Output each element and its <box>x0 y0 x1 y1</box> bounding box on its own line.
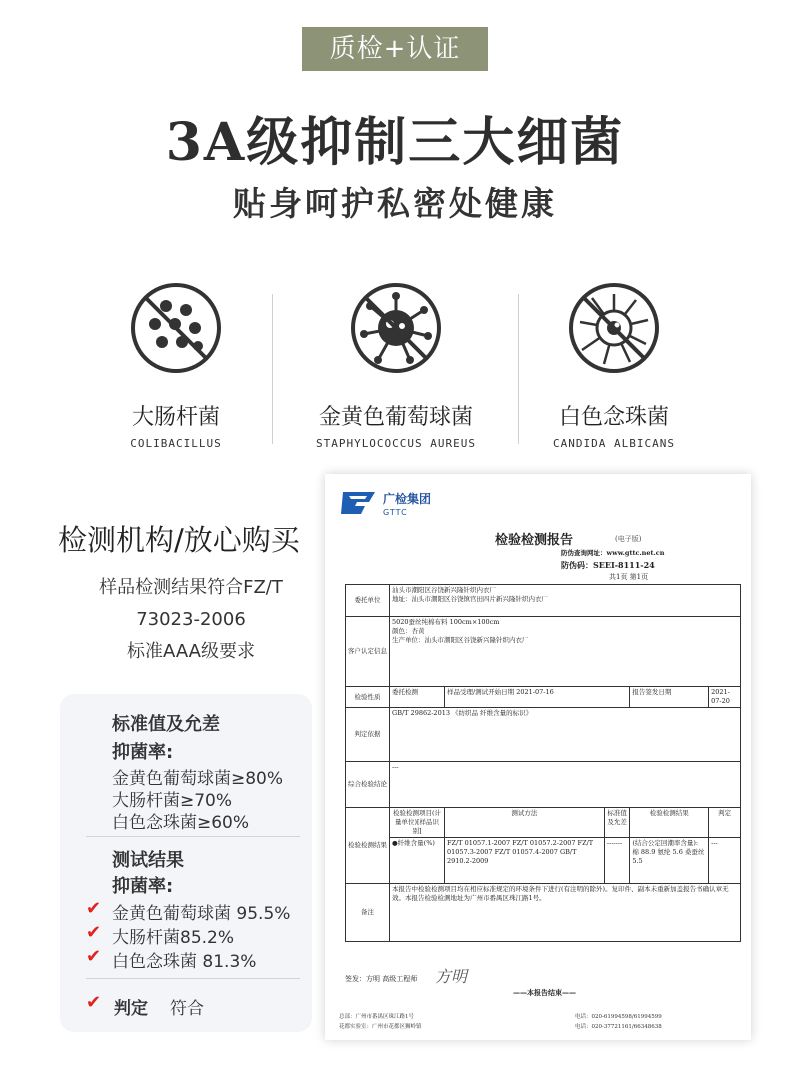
verdict-value: 符合 <box>170 999 204 1019</box>
divider <box>86 836 300 837</box>
cell-value: 2021-07-20 <box>709 687 741 708</box>
report-table <box>345 584 741 942</box>
cell-label: 判定依据 <box>346 708 390 762</box>
cell-label: 报告签发日期 <box>630 687 709 708</box>
cell-line: 生产单位：汕头市潮阳区谷饶新兴隆针织内衣厂 <box>392 636 529 644</box>
test-report <box>325 474 751 1040</box>
bacteria-name-en: CANDIDA ALBICANS <box>553 437 675 450</box>
standard-row: 金黄色葡萄球菌≥80% <box>112 769 284 789</box>
cell-line: 汕头市潮阳区谷饶新兴隆针织内衣厂 <box>392 586 496 594</box>
report-brand: 广检集团 <box>383 492 432 506</box>
sample-line: 标准AAA级要求 <box>127 641 255 662</box>
check-icon: ✔ <box>86 898 102 919</box>
check-icon: ✔ <box>86 946 102 967</box>
cell-client <box>390 585 741 617</box>
result-row: 大肠杆菌85.2% <box>112 928 235 948</box>
cell-line: 5020蚕丝纯棉布料 100cm×100cm <box>392 618 500 626</box>
gttc-logo-icon <box>339 490 379 516</box>
spiky-bacteria-icon <box>566 280 662 376</box>
cell-line: 颜色：杏黄 <box>392 627 425 635</box>
bacteria-item-candida <box>494 280 734 450</box>
report-pages: 共1页 第1页 <box>609 573 649 581</box>
report-brand-en: GTTC <box>383 508 408 517</box>
bacteria-name-en: COLIBACILLUS <box>130 437 222 450</box>
cell-value: 委托检测 <box>390 687 445 708</box>
col-header: 测试方法 <box>444 808 604 838</box>
cell-value: ●纤维含量(%) <box>390 838 445 884</box>
col-header: 检验检测结果 <box>630 808 709 838</box>
divider <box>86 978 300 979</box>
check-icon: ✔ <box>86 992 102 1013</box>
col-header: 检验检测项目(计量单位)[样品识别] <box>390 808 445 838</box>
bacteria-name-cn: 金黄色葡萄球菌 <box>318 405 473 430</box>
footer-address: 总部：广州市番禺区珠江路1号 <box>339 1014 415 1020</box>
report-signer: 签发：方明 高级工程师 <box>345 975 418 983</box>
page-subtitle: 贴身呵护私密处健康 <box>233 184 557 223</box>
footer-tel: 电话：020-37721161/66348638 <box>575 1024 662 1030</box>
section-badge: 质检+认证 <box>302 27 488 71</box>
result-panel <box>60 694 312 1032</box>
cell-info <box>390 617 741 687</box>
result-row: 金黄色葡萄球菌 95.5% <box>112 904 291 924</box>
footer-tel: 电话：020-61994598/61994599 <box>575 1014 662 1020</box>
cell-label: 备注 <box>346 884 390 942</box>
report-end: ——本报告结束—— <box>513 988 576 997</box>
cell-value: (结合公定回潮率含量): 棉 88.9 氨纶 5.6 桑蚕丝 5.5 <box>630 838 709 884</box>
result-title: 测试结果 <box>112 850 184 871</box>
report-title: 检验检测报告 <box>495 533 574 548</box>
report-query-site: 防伪查询网址：www.gttc.net.cn <box>561 549 665 557</box>
bacteria-name-en: STAPHYLOCOCCUS AUREUS <box>315 437 477 450</box>
institution-heading: 检测机构/放心购买 <box>58 523 300 557</box>
check-icon: ✔ <box>86 922 102 943</box>
dots-bacteria-icon <box>128 280 224 376</box>
result-row: 白色念珠菌 81.3% <box>112 952 257 972</box>
cell-label: 委托单位 <box>346 585 390 617</box>
cell-value: --- <box>390 762 741 808</box>
virus-bacteria-icon <box>348 280 444 376</box>
verdict-label: 判定 <box>114 999 148 1019</box>
report-anti-fake: 防伪码：SEEI-8111-24 <box>561 560 655 570</box>
standard-title: 标准值及允差 <box>112 714 220 735</box>
cell-label: 综合检验结论 <box>346 762 390 808</box>
signature: 方明 <box>435 967 468 986</box>
col-header: 标准值及允差 <box>604 808 629 838</box>
cell-label: 检验检测结果 <box>346 808 390 884</box>
footer-address: 花都实验室：广州市花都区狮岭镇 <box>339 1024 422 1030</box>
cell-text: 2021-07-16 <box>516 688 554 696</box>
cell-value: GB/T 29862-2013 《纺织品 纤维含量的标识》 <box>390 708 741 762</box>
col-header: 判定 <box>709 808 741 838</box>
bacteria-name-cn: 白色念珠菌 <box>558 405 669 430</box>
bacteria-name-cn: 大肠杆菌 <box>131 405 220 430</box>
bacteria-item-colibacillus <box>56 280 296 450</box>
rate-label: 抑菌率: <box>112 876 174 897</box>
report-etag: (电子版) <box>615 535 642 543</box>
cell-label: 客户认定信息 <box>346 617 390 687</box>
cell-label <box>444 687 629 708</box>
standard-row: 白色念珠菌≥60% <box>112 813 250 833</box>
sample-line: 样品检测结果符合FZ/T <box>99 577 283 598</box>
standard-row: 大肠杆菌≥70% <box>112 791 233 811</box>
cell-value: --- <box>709 838 741 884</box>
sample-line: 73023-2006 <box>136 609 246 630</box>
sample-statement <box>66 572 316 668</box>
cell-value: ------- <box>604 838 629 884</box>
cell-value: 本报告中检验检测项目均在相应标准规定的环境条件下进行(有注明的除外)。复印件、副本未重新加盖报告书确认章无效。本报告检验检测地址为广州市番禺区珠江路1号。 <box>390 884 741 942</box>
cell-text: 样品受理/测试开始日期 <box>446 688 515 696</box>
divider <box>272 294 273 444</box>
cell-value: FZ/T 01057.1-2007 FZ/T 01057.2-2007 FZ/T 01057.3-2007 FZ/T 01057.4-2007 GB/T 2910.2-2009 <box>444 838 604 884</box>
rate-label: 抑菌率: <box>112 742 174 763</box>
cell-line: 地址：汕头市潮阳区谷饶镇官田四片新兴隆针织内衣厂 <box>392 595 548 603</box>
bacteria-list <box>0 280 790 450</box>
page-title: 3A级抑制三大细菌 <box>165 112 625 173</box>
bacteria-item-staphylococcus <box>276 280 516 450</box>
cell-label: 检验性质 <box>346 687 390 708</box>
